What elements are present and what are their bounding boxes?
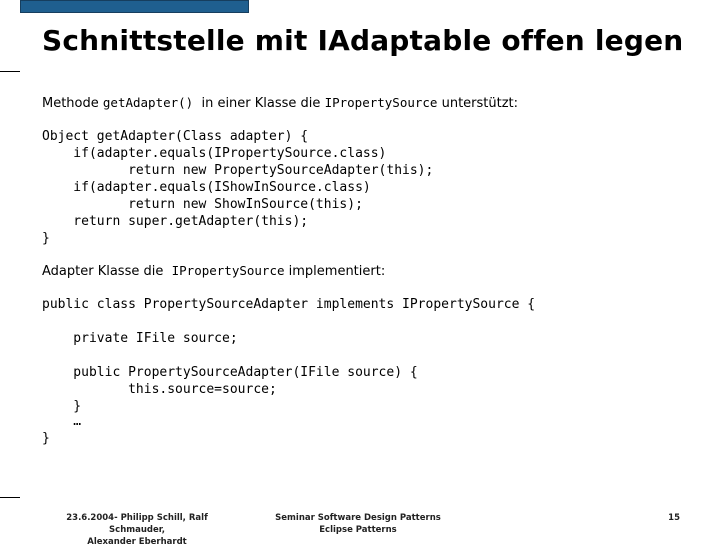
footer-authors: 23.6.2004- Philipp Schill, Ralf Schmauder, Alexander Eberhardt	[66, 513, 208, 547]
intro-text: Methode getAdapter() in einer Klasse die IPropertySource unterstützt:	[42, 95, 519, 111]
page-number: 15	[668, 513, 680, 523]
slide-title: Schnittstelle mit IAdaptable offen legen	[42, 24, 684, 57]
footer-seminar: Seminar Software Design Patterns Eclipse Patterns	[275, 513, 441, 535]
code-line: return new ShowInSource(this);	[42, 197, 363, 212]
code-line: public PropertySourceAdapter(IFile source) {	[42, 365, 418, 380]
code-line: if(adapter.equals(IShowInSource.class)	[42, 180, 371, 195]
code-line: public class PropertySourceAdapter implements IPropertySource {	[42, 297, 536, 312]
code-line: this.source=source;	[42, 382, 277, 397]
code-line: }	[42, 399, 82, 414]
code-line: }	[42, 431, 50, 446]
code-line: private IFile source;	[42, 331, 238, 346]
left-divider-bottom	[0, 497, 20, 498]
code-line: }	[42, 231, 50, 246]
header-accent-bar	[20, 0, 249, 13]
code-line: …	[42, 414, 82, 429]
code-line: return super.getAdapter(this);	[42, 214, 309, 229]
code-line: return new PropertySourceAdapter(this);	[42, 163, 434, 178]
adapter-intro-text: Adapter Klasse die IPropertySource implementiert:	[42, 263, 386, 279]
code-line: if(adapter.equals(IPropertySource.class)	[42, 146, 387, 161]
left-divider-top	[0, 71, 20, 72]
code-line: Object getAdapter(Class adapter) {	[42, 129, 309, 144]
